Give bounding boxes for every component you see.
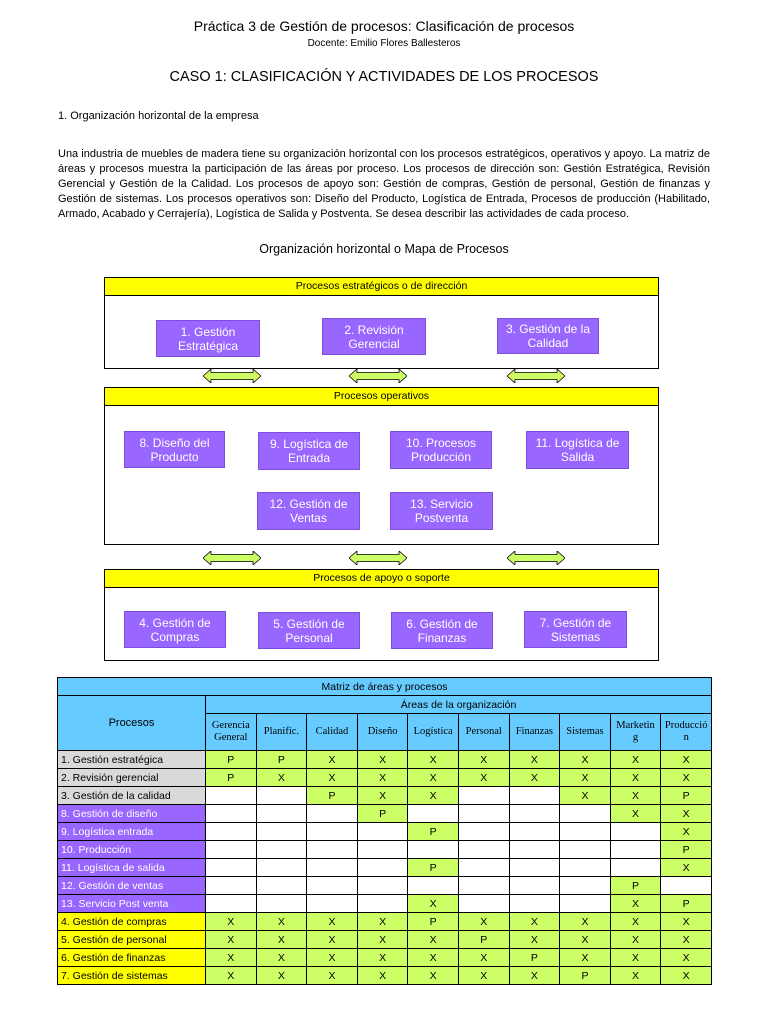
matrix-cell: X <box>357 787 408 805</box>
matrix-cell: X <box>610 913 661 931</box>
matrix-cell <box>357 841 408 859</box>
matrix-cell: P <box>661 787 712 805</box>
matrix-cell: X <box>458 913 509 931</box>
process-box-5: 5. Gestión de Personal <box>258 612 360 649</box>
operative-bar: Procesos operativos <box>105 388 658 406</box>
matrix-cell: X <box>458 769 509 787</box>
double-arrow-icon <box>507 551 565 565</box>
matrix-cell <box>560 805 611 823</box>
column-header: Sistemas <box>560 714 611 751</box>
column-header: Gerencia General <box>206 714 257 751</box>
matrix-cell: X <box>357 913 408 931</box>
matrix-cell: X <box>458 751 509 769</box>
matrix-cell: X <box>610 931 661 949</box>
table-row <box>58 769 712 787</box>
matrix-cell: P <box>206 751 257 769</box>
matrix-cell <box>560 895 611 913</box>
matrix-cell <box>408 841 459 859</box>
matrix-cell <box>256 787 307 805</box>
process-box-6: 6. Gestión de Finanzas <box>391 612 493 649</box>
matrix-cell: X <box>408 931 459 949</box>
matrix-cell: X <box>408 895 459 913</box>
areas-header: Áreas de la organización <box>206 696 712 714</box>
matrix-cell: P <box>206 769 257 787</box>
process-box-11: 11. Logística de Salida <box>526 431 629 469</box>
process-box-3: 3. Gestión de la Calidad <box>497 318 599 354</box>
section-paragraph: Una industria de muebles de madera tiene su organización horizontal con los procesos estratégicos, operativos y apoyo. La matriz de áreas y procesos muestra la participación de las áreas por proceso. Los procesos de dirección son: Gestión Estratégica, Revisión Gerencial y Gestión de la Calidad. Los procesos de apoyo son: Gestión de compras, Gestión de personal, Gestión de finanzas y Gestión de sistemas. Los procesos operativos son: Diseño del Producto, Logística de Entrada, Procesos de producción (Habilitado, Armado, Acabado y Cerrajería), Logística de Salida y Postventa. Se desea describir las actividades de cada proceso. <box>58 148 710 220</box>
matrix-cell <box>560 859 611 877</box>
section-heading: 1. Organización horizontal de la empresa <box>58 110 259 122</box>
matrix-cell: X <box>458 949 509 967</box>
map-title: Organización horizontal o Mapa de Procesos <box>259 242 509 256</box>
row-process-name: 1. Gestión estratégica <box>58 751 206 769</box>
matrix-cell <box>206 823 257 841</box>
row-process-name: 4. Gestión de compras <box>58 913 206 931</box>
matrix-cell <box>307 841 358 859</box>
matrix-cell: X <box>509 769 560 787</box>
matrix-cell <box>458 841 509 859</box>
matrix-cell: X <box>408 769 459 787</box>
table-row <box>58 931 712 949</box>
matrix-cell: X <box>256 967 307 985</box>
row-process-name: 8. Gestión de diseño <box>58 805 206 823</box>
matrix-cell: P <box>509 949 560 967</box>
matrix-cell: X <box>509 751 560 769</box>
matrix-cell: X <box>509 931 560 949</box>
matrix-cell <box>206 895 257 913</box>
row-process-name: 9. Logística entrada <box>58 823 206 841</box>
process-box-7: 7. Gestión de Sistemas <box>524 611 627 648</box>
matrix-cell: X <box>610 805 661 823</box>
matrix-cell: X <box>357 967 408 985</box>
column-header: Logística <box>408 714 459 751</box>
matrix-cell <box>206 877 257 895</box>
row-process-name: 11. Logística de salida <box>58 859 206 877</box>
matrix-cell: X <box>307 769 358 787</box>
matrix-cell <box>357 877 408 895</box>
matrix-cell: X <box>256 931 307 949</box>
matrix-cell <box>610 823 661 841</box>
table-row <box>58 841 712 859</box>
support-bar: Procesos de apoyo o soporte <box>105 570 658 588</box>
matrix-cell: X <box>610 751 661 769</box>
table-row <box>58 751 712 769</box>
column-header: Calidad <box>307 714 358 751</box>
matrix-cell: P <box>661 841 712 859</box>
matrix-cell <box>458 895 509 913</box>
matrix-cell: X <box>307 751 358 769</box>
document-title: Práctica 3 de Gestión de procesos: Clasificación de procesos <box>193 18 575 34</box>
matrix-cell: X <box>307 931 358 949</box>
table-row <box>58 877 712 895</box>
table-row <box>58 967 712 985</box>
column-header: Diseño <box>357 714 408 751</box>
process-box-12: 12. Gestión de Ventas <box>257 492 360 530</box>
matrix-cell: X <box>610 787 661 805</box>
matrix-cell: X <box>357 751 408 769</box>
matrix-cell: X <box>661 751 712 769</box>
matrix-cell: X <box>357 769 408 787</box>
matrix-cell: X <box>256 913 307 931</box>
matrix-cell <box>256 805 307 823</box>
table-row <box>58 787 712 805</box>
matrix-cell: P <box>610 877 661 895</box>
matrix-cell: P <box>357 805 408 823</box>
matrix-cell: X <box>560 787 611 805</box>
row-process-name: 7. Gestión de sistemas <box>58 967 206 985</box>
matrix-cell <box>307 877 358 895</box>
double-arrow-icon <box>349 551 407 565</box>
matrix-cell <box>206 787 257 805</box>
matrix-cell <box>408 805 459 823</box>
matrix-cell: X <box>661 949 712 967</box>
matrix-cell: X <box>610 895 661 913</box>
process-box-2: 2. Revisión Gerencial <box>322 318 426 355</box>
matrix-cell <box>610 859 661 877</box>
teacher-name: Docente: Emilio Flores Ballesteros <box>307 38 461 49</box>
row-process-name: 2. Revisión gerencial <box>58 769 206 787</box>
column-header: Marketin g <box>610 714 661 751</box>
matrix-cell <box>206 805 257 823</box>
matrix-cell <box>307 895 358 913</box>
double-arrow-icon <box>349 369 407 383</box>
process-box-1: 1. Gestión Estratégica <box>156 320 260 357</box>
row-process-name: 3. Gestión de la calidad <box>58 787 206 805</box>
matrix-cell: X <box>357 949 408 967</box>
matrix-cell: X <box>610 769 661 787</box>
matrix-cell: X <box>408 787 459 805</box>
matrix-cell <box>206 859 257 877</box>
matrix-cell <box>357 859 408 877</box>
matrix-cell: P <box>661 895 712 913</box>
row-process-name: 6. Gestión de finanzas <box>58 949 206 967</box>
process-box-8: 8. Diseño del Producto <box>124 431 225 468</box>
table-row <box>58 805 712 823</box>
matrix-cell: X <box>408 949 459 967</box>
row-process-name: 12. Gestión de ventas <box>58 877 206 895</box>
matrix-cell <box>256 895 307 913</box>
table-row <box>58 859 712 877</box>
row-process-name: 10. Producción <box>58 841 206 859</box>
matrix-cell: X <box>408 967 459 985</box>
matrix-cell: X <box>661 823 712 841</box>
case-title: CASO 1: CLASIFICACIÓN Y ACTIVIDADES DE LOS PROCESOS <box>169 69 599 85</box>
matrix-cell <box>256 859 307 877</box>
process-box-13: 13. Servicio Postventa <box>390 492 493 530</box>
matrix-cell: X <box>509 967 560 985</box>
matrix-cell: X <box>610 967 661 985</box>
double-arrow-icon <box>203 551 261 565</box>
matrix-cell: X <box>256 949 307 967</box>
matrix-cell <box>458 859 509 877</box>
matrix-cell <box>458 805 509 823</box>
matrix-cell: X <box>560 751 611 769</box>
process-box-10: 10. Procesos Producción <box>390 431 492 469</box>
matrix-cell: X <box>357 931 408 949</box>
table-row <box>58 823 712 841</box>
matrix-cell <box>408 877 459 895</box>
matrix-cell: X <box>509 913 560 931</box>
strategic-frame <box>104 277 659 369</box>
matrix-cell: X <box>560 949 611 967</box>
matrix-cell: X <box>661 805 712 823</box>
matrix-cell <box>458 823 509 841</box>
matrix-cell <box>509 895 560 913</box>
double-arrow-icon <box>507 369 565 383</box>
matrix-cell <box>509 859 560 877</box>
matrix-cell: P <box>408 913 459 931</box>
process-box-4: 4. Gestión de Compras <box>124 611 226 648</box>
column-header: Producció n <box>661 714 712 751</box>
areas-processes-matrix <box>57 677 712 985</box>
matrix-cell: P <box>307 787 358 805</box>
matrix-cell <box>560 823 611 841</box>
matrix-cell <box>357 895 408 913</box>
matrix-cell: X <box>206 967 257 985</box>
matrix-cell: X <box>206 913 257 931</box>
matrix-cell: X <box>661 913 712 931</box>
matrix-cell: P <box>458 931 509 949</box>
matrix-cell <box>560 877 611 895</box>
matrix-cell: X <box>560 769 611 787</box>
matrix-cell <box>458 877 509 895</box>
matrix-cell: P <box>560 967 611 985</box>
matrix-cell: X <box>661 769 712 787</box>
double-arrow-icon <box>203 369 261 383</box>
matrix-cell <box>458 787 509 805</box>
matrix-cell <box>206 841 257 859</box>
matrix-cell <box>256 823 307 841</box>
row-process-name: 5. Gestión de personal <box>58 931 206 949</box>
matrix-cell: P <box>408 859 459 877</box>
matrix-cell: X <box>307 949 358 967</box>
row-process-name: 13. Servicio Post venta <box>58 895 206 913</box>
matrix-cell <box>509 823 560 841</box>
strategic-bar: Procesos estratégicos o de dirección <box>105 278 658 296</box>
table-row <box>58 895 712 913</box>
matrix-cell <box>509 877 560 895</box>
matrix-cell: X <box>560 931 611 949</box>
matrix-cell: X <box>206 931 257 949</box>
matrix-cell <box>560 841 611 859</box>
column-header: Planific. <box>256 714 307 751</box>
process-box-9: 9. Logística de Entrada <box>258 432 360 470</box>
column-header: Finanzas <box>509 714 560 751</box>
table-row <box>58 913 712 931</box>
matrix-cell: X <box>661 859 712 877</box>
matrix-cell <box>509 841 560 859</box>
matrix-cell: X <box>560 913 611 931</box>
matrix-cell <box>661 877 712 895</box>
matrix-cell <box>307 859 358 877</box>
procesos-header: Procesos <box>58 696 206 751</box>
column-header: Personal <box>458 714 509 751</box>
matrix-title: Matriz de áreas y procesos <box>58 678 712 696</box>
matrix-cell: X <box>307 967 358 985</box>
matrix-cell <box>307 805 358 823</box>
matrix-cell: X <box>661 967 712 985</box>
matrix-cell: X <box>256 769 307 787</box>
matrix-cell: X <box>307 913 358 931</box>
matrix-cell <box>256 877 307 895</box>
operative-frame <box>104 387 659 545</box>
matrix-cell <box>509 805 560 823</box>
matrix-cell: X <box>206 949 257 967</box>
matrix-cell <box>610 841 661 859</box>
matrix-cell <box>357 823 408 841</box>
matrix-cell <box>509 787 560 805</box>
table-row <box>58 949 712 967</box>
matrix-cell: X <box>408 751 459 769</box>
matrix-cell: P <box>256 751 307 769</box>
matrix-cell <box>307 823 358 841</box>
matrix-cell: X <box>458 967 509 985</box>
matrix-cell: P <box>408 823 459 841</box>
matrix-cell <box>256 841 307 859</box>
matrix-cell: X <box>661 931 712 949</box>
matrix-cell: X <box>610 949 661 967</box>
support-frame <box>104 569 659 661</box>
